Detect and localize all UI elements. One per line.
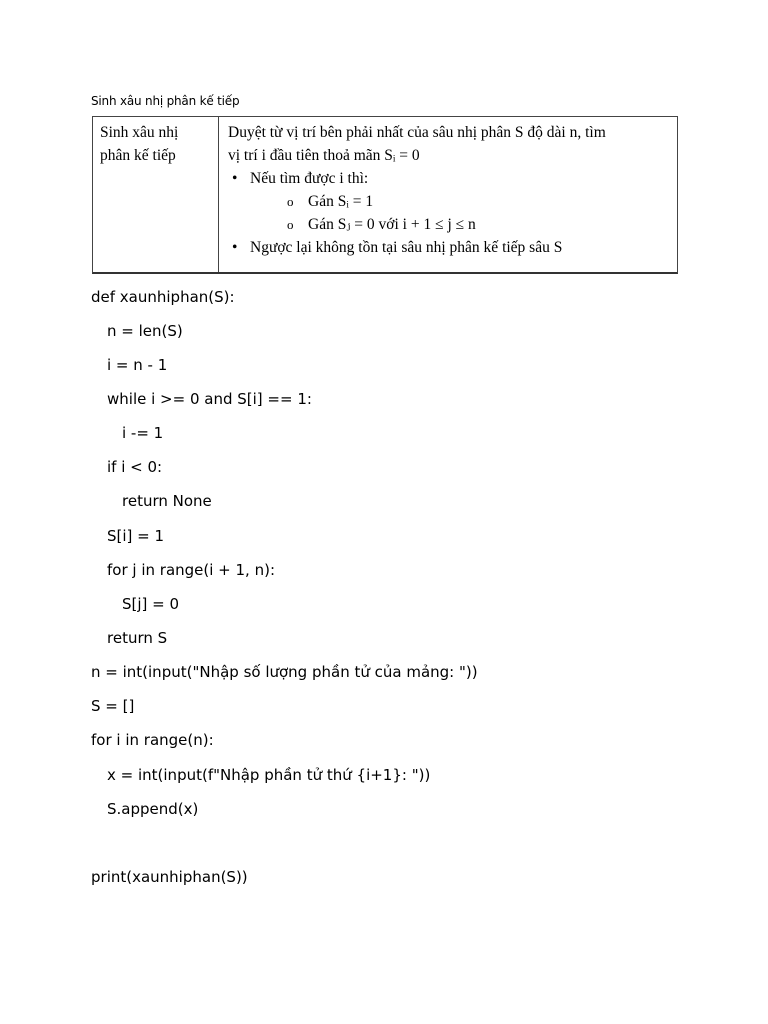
code-line: S[i] = 1 [107,527,165,545]
document-heading: Sinh xâu nhị phân kế tiếp [91,94,240,108]
sub-bullet-item [228,213,677,236]
algorithm-table [92,116,678,274]
bullet-item: • Ngược lại không tồn tại sâu nhị phân kế tiếp sâu S [228,236,677,259]
code-line: S.append(x) [107,800,199,818]
table-left-cell [93,117,219,272]
left-cell-line: Sinh xâu nhị [100,124,179,141]
code-line: S = [] [91,697,135,715]
bullet-item: • Nếu tìm được i thì: [228,167,677,190]
left-cell-line: phân kế tiếp [100,147,176,164]
code-line: while i >= 0 and S[i] == 1: [107,390,312,408]
code-line: for j in range(i + 1, n): [107,561,276,579]
circle-bullet-icon: o [287,194,294,209]
code-line: def xaunhiphan(S): [91,288,235,306]
description-line: vị trí i đầu tiên thoả mãn Sᵢ = 0 [228,147,420,164]
sub-bullet-text: Gán Sⱼ = 0 với i + 1 ≤ j ≤ n [308,216,476,233]
table-right-cell [219,117,677,272]
code-line: S[j] = 0 [122,595,180,613]
code-line: if i < 0: [107,458,163,476]
code-line: print(xaunhiphan(S)) [91,868,248,886]
code-line: for i in range(n): [91,731,214,749]
code-line: x = int(input(f"Nhập phần tử thứ {i+1}: ")) [107,766,431,784]
code-line: n = int(input("Nhập số lượng phần tử của mảng: ")) [91,663,478,681]
code-line: return None [122,492,212,510]
sub-bullet-item [228,190,677,213]
description-line: Duyệt từ vị trí bên phải nhất của sâu nhị phân S độ dài n, tìm [228,124,606,141]
sub-bullet-text: Gán Sᵢ = 1 [308,193,374,210]
code-line: return S [107,629,168,647]
circle-bullet-icon: o [287,217,294,232]
code-line: n = len(S) [107,322,183,340]
code-line: i -= 1 [122,424,164,442]
code-line: i = n - 1 [107,356,168,374]
